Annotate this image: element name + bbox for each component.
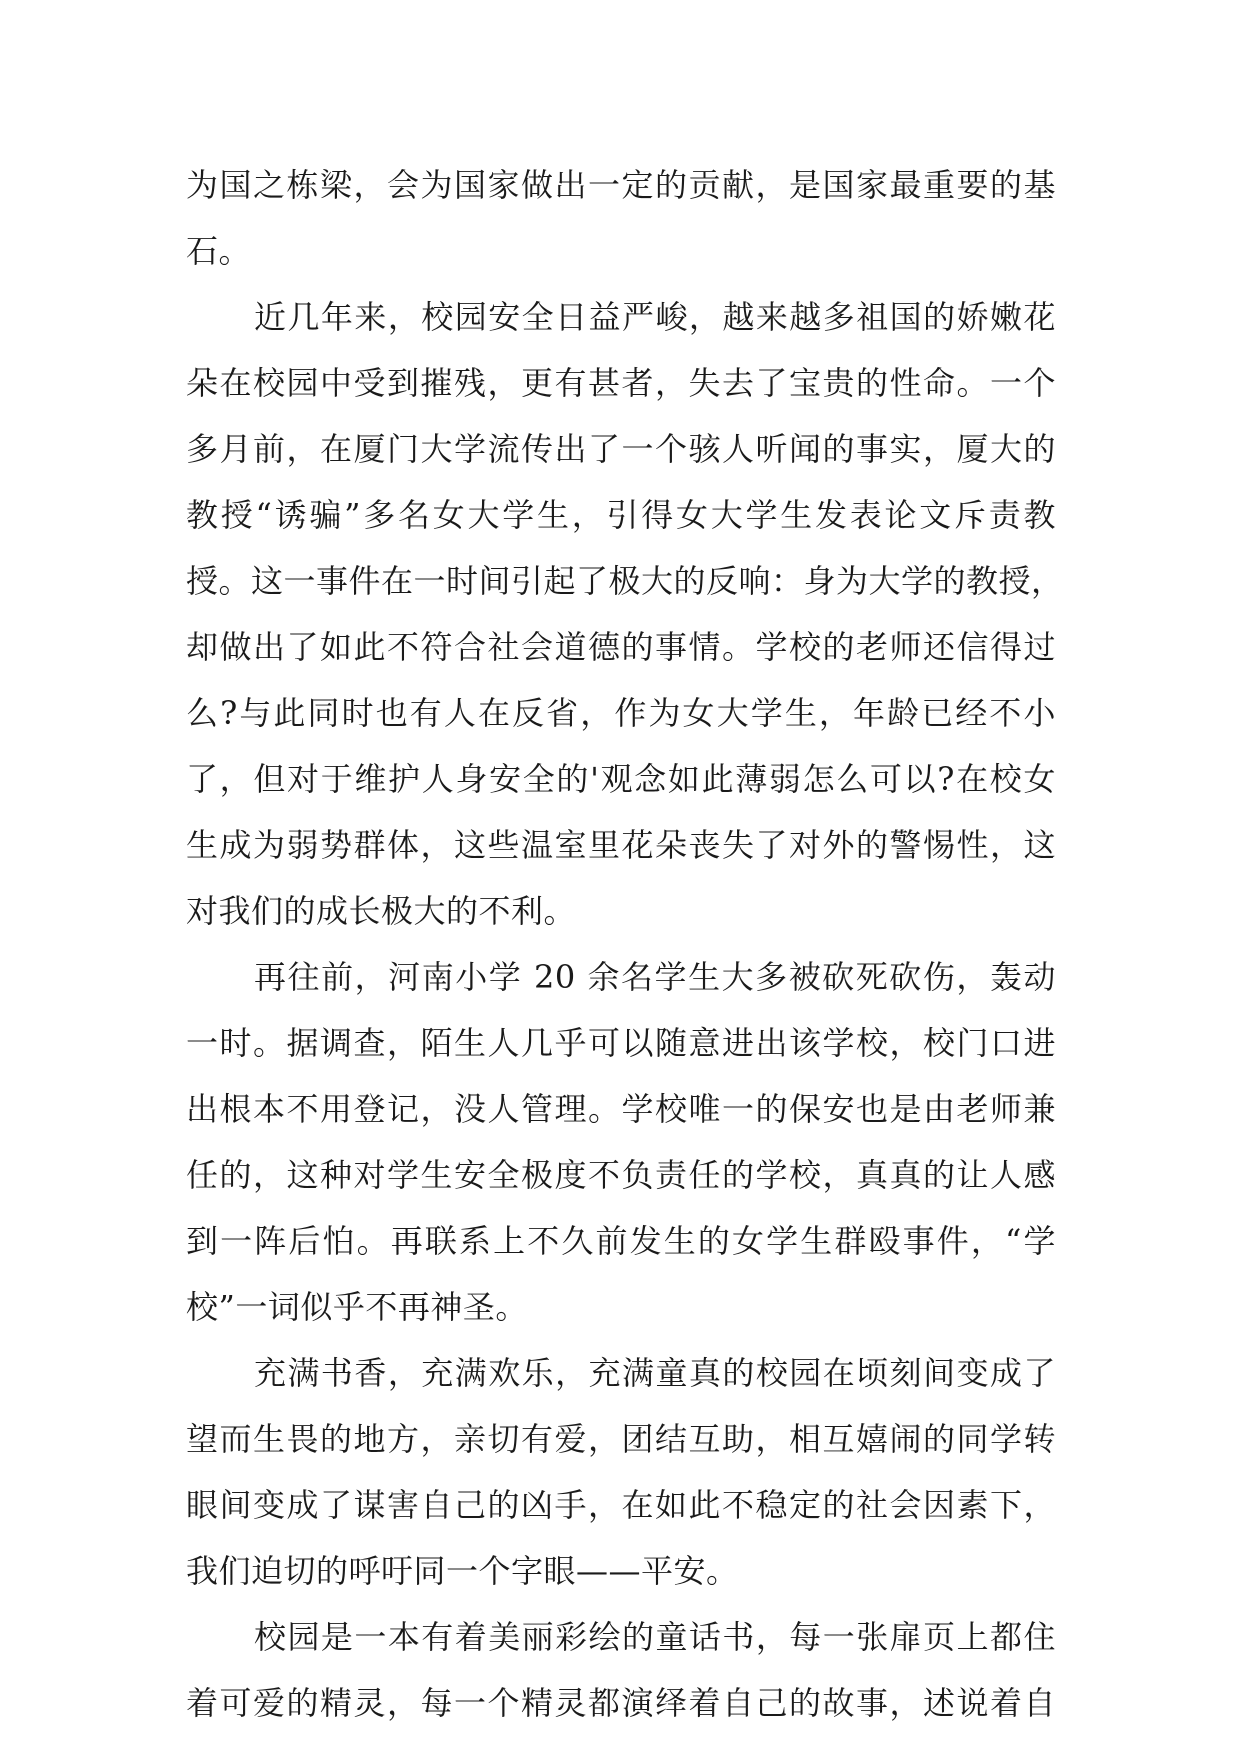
text-line: 授。这一事件在一时间引起了极大的反响：身为大学的教授，	[186, 562, 1064, 600]
text-line: 出根本不用登记，没人管理。学校唯一的保安也是由老师兼	[186, 1090, 1056, 1128]
text-line: 却做出了如此不符合社会道德的事情。学校的老师还信得过	[186, 628, 1056, 666]
text-line: 眼间变成了谋害自己的凶手，在如此不稳定的社会因素下，	[186, 1486, 1056, 1524]
text-line: 校”一词似乎不再神圣。	[186, 1288, 528, 1326]
text-line: 么?与此同时也有人在反省，作为女大学生，年龄已经不小	[186, 694, 1056, 732]
text-line: 石。	[186, 232, 252, 270]
text-line: 充满书香，充满欢乐，充满童真的校园在顷刻间变成了	[254, 1354, 1056, 1392]
text-line: 校园是一本有着美丽彩绘的童话书，每一张扉页上都住	[254, 1618, 1056, 1656]
text-line: 到一阵后怕。再联系上不久前发生的女学生群殴事件，“学	[186, 1222, 1056, 1260]
text-line: 任的，这种对学生安全极度不负责任的学校，真真的让人感	[186, 1156, 1056, 1194]
text-line: 了，但对于维护人身安全的'观念如此薄弱怎么可以?在校女	[186, 760, 1056, 798]
text-line: 多月前，在厦门大学流传出了一个骇人听闻的事实，厦大的	[186, 430, 1056, 468]
body-text	[186, 152, 1064, 1736]
text-line: 我们迫切的呼吁同一个字眼——平安。	[186, 1552, 739, 1590]
text-line: 再往前，河南小学 20 余名学生大多被砍死砍伤，轰动	[254, 958, 1056, 996]
text-line: 望而生畏的地方，亲切有爱，团结互助，相互嬉闹的同学转	[186, 1420, 1056, 1458]
text-line: 着可爱的精灵，每一个精灵都演绎着自己的故事，述说着自	[186, 1684, 1056, 1722]
text-line: 教授“诱骗”多名女大学生，引得女大学生发表论文斥责教	[186, 496, 1056, 534]
text-line: 一时。据调查，陌生人几乎可以随意进出该学校，校门口进	[186, 1024, 1056, 1062]
text-line: 生成为弱势群体，这些温室里花朵丧失了对外的警惕性，这	[186, 826, 1056, 864]
text-line: 为国之栋梁，会为国家做出一定的贡献，是国家最重要的基	[186, 166, 1056, 204]
text-line: 对我们的成长极大的不利。	[186, 892, 577, 930]
text-line: 近几年来，校园安全日益严峻，越来越多祖国的娇嫩花	[254, 298, 1056, 336]
text-line: 朵在校园中受到摧残，更有甚者，失去了宝贵的性命。一个	[186, 364, 1056, 402]
